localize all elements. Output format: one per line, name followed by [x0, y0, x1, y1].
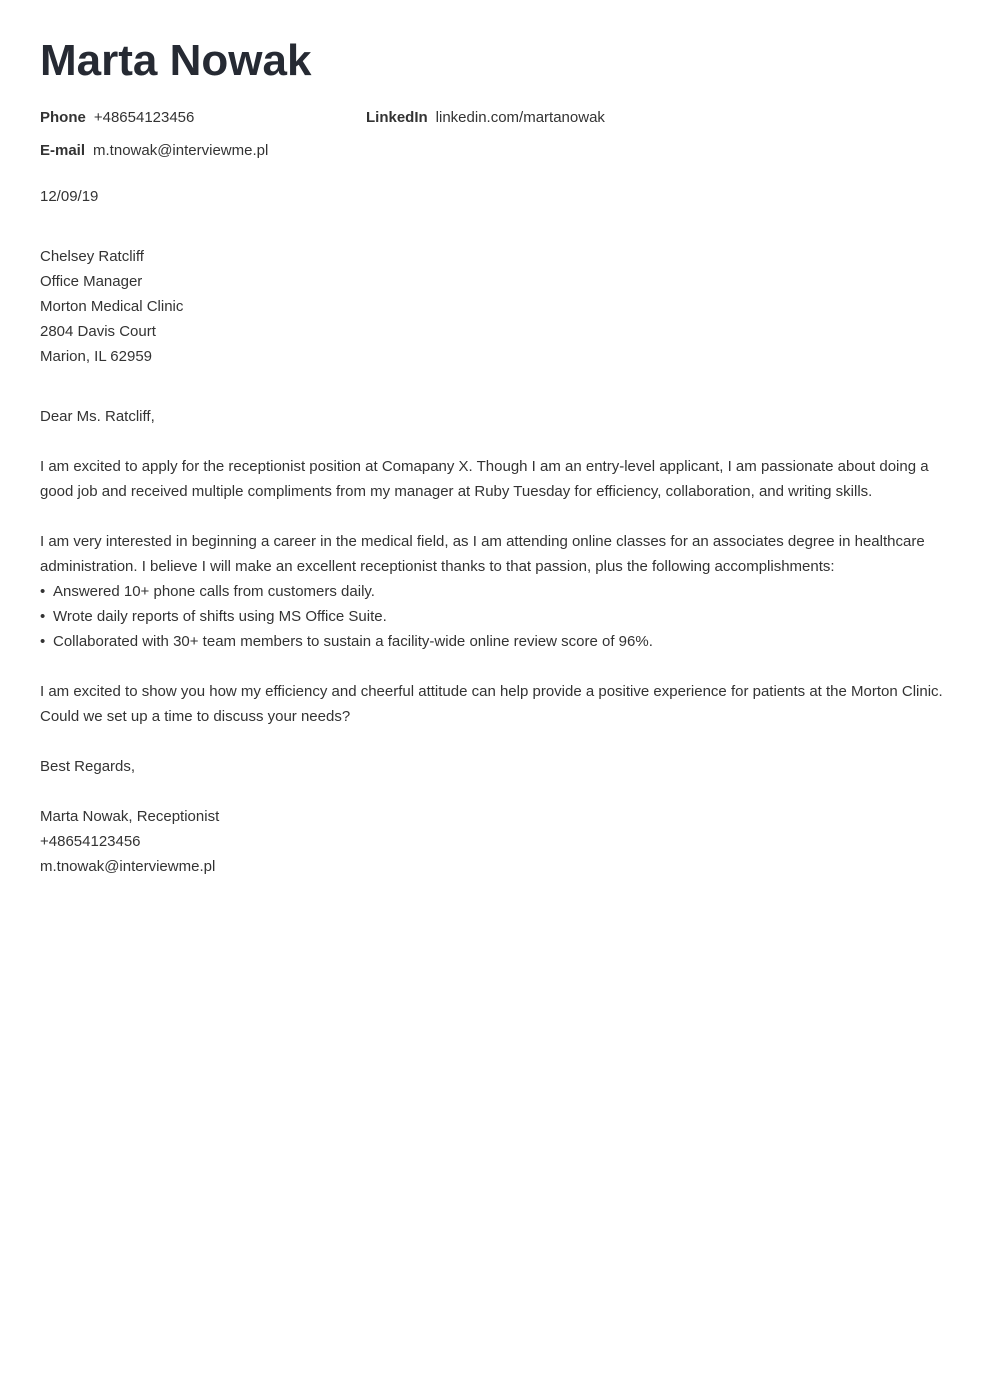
recipient-name: Chelsey Ratcliff [40, 248, 144, 265]
signature-name: Marta Nowak, Receptionist [40, 808, 220, 825]
recipient-block [40, 244, 950, 369]
list-item [40, 604, 653, 629]
recipient-company: Morton Medical Clinic [40, 298, 184, 315]
letter-date: 12/09/19 [40, 188, 99, 205]
signature-phone: +48654123456 [40, 833, 141, 850]
contact-email [40, 141, 268, 161]
contact-phone [40, 108, 194, 128]
list-item [40, 629, 653, 654]
linkedin-link[interactable]: linkedin.com/martanowak [435, 109, 605, 126]
recipient-street: 2804 Davis Court [40, 323, 156, 340]
paragraph-closing: I am excited to show you how my efficiency and cheerful attitude can help provide a positive experience for patients at the Morton Clinic. Could we set up a time to discuss your needs? [40, 683, 943, 725]
list-item-text: Wrote daily reports of shifts using MS Office Suite. [53, 608, 387, 625]
letter-closing: Best Regards, [40, 758, 136, 775]
email-label: E-mail [40, 142, 86, 159]
recipient-city: Marion, IL 62959 [40, 348, 153, 365]
accomplishments-list [40, 579, 653, 654]
phone-value: +48654123456 [93, 109, 195, 126]
list-item-text: Answered 10+ phone calls from customers daily. [53, 583, 375, 600]
bullet-icon: • [40, 608, 46, 625]
linkedin-label: LinkedIn [366, 109, 428, 126]
bullet-icon: • [40, 583, 46, 600]
phone-label: Phone [40, 109, 86, 126]
paragraph-interest: I am very interested in beginning a career in the medical field, as I am attending online classes for an associates degree in healthcare administration. I believe I will make an excellent receptionist thanks to that passion, plus the following accomplishments: [40, 533, 925, 575]
email-link[interactable]: m.tnowak@interviewme.pl [93, 142, 269, 159]
bullet-icon: • [40, 633, 46, 650]
list-item-text: Collaborated with 30+ team members to sustain a facility-wide online review score of 96%. [53, 633, 653, 650]
signature-block [40, 804, 950, 879]
paragraph-intro: I am excited to apply for the receptionist position at Comapany X. Though I am an entry-level applicant, I am passionate about doing a good job and received multiple compliments from my manager at Ruby Tuesday for efficiency, collaboration, and writing skills. [40, 458, 929, 500]
recipient-title: Office Manager [40, 273, 143, 290]
letter-greeting: Dear Ms. Ratcliff, [40, 408, 155, 425]
contact-linkedin [366, 108, 605, 128]
list-item [40, 579, 653, 604]
page-title: Marta Nowak [40, 36, 312, 85]
signature-email[interactable]: m.tnowak@interviewme.pl [40, 858, 216, 875]
